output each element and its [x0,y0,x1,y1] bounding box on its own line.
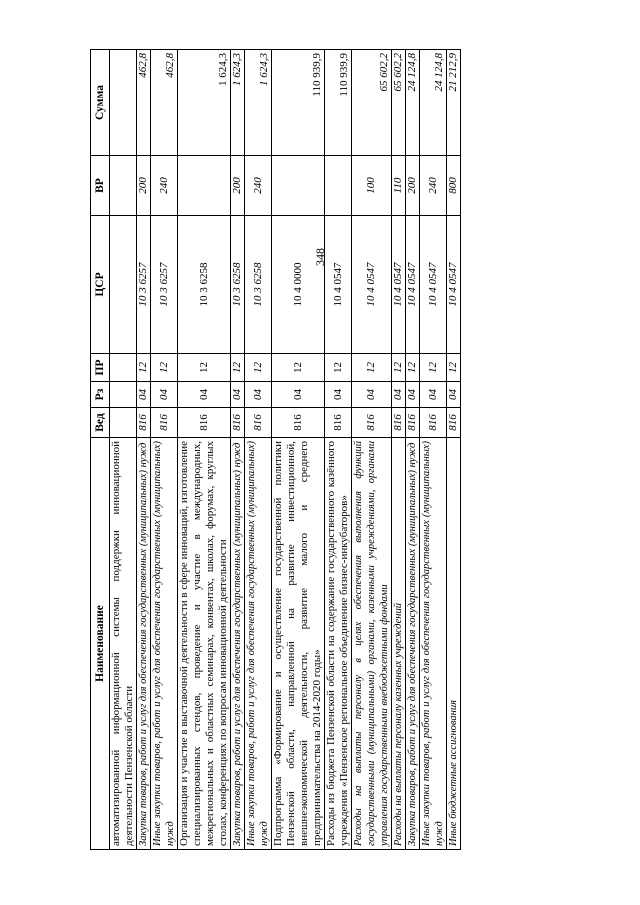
cell-rz: 04 [392,382,406,408]
cell-vr: 200 [231,156,245,216]
cell-rz: 04 [137,382,151,408]
cell-pr: 12 [137,354,151,382]
table-row [178,50,231,850]
cell-rz: 04 [231,382,245,408]
cell-rz [110,382,137,408]
cell-sum: 1 624,3 [178,50,231,156]
table-row [392,50,406,850]
cell-sum: 21 212,9 [447,50,461,156]
page-number: 348 [313,248,327,266]
cell-name: Расходы на выплаты персоналу в целях обеспечения выполнения функций государственными (муниципальными) органами, казенными учреждениями, органами управления государственными внебюджетными фондами [352,438,392,850]
table-row [406,50,420,850]
cell-pr: 12 [447,354,461,382]
cell-pr: 12 [392,354,406,382]
cell-pr: 12 [245,354,272,382]
cell-name: Иные закупки товаров, работ и услуг для обеспечения государственных (муниципальных) нужд [245,438,272,850]
cell-sum: 462,8 [137,50,151,156]
table-row [151,50,178,850]
cell-rz: 04 [325,382,352,408]
cell-rz: 04 [447,382,461,408]
cell-ved: 816 [272,408,325,438]
cell-rz: 04 [272,382,325,408]
table-header-row [91,50,110,850]
cell-csr: 10 4 0547 [447,216,461,354]
header-vr: ВР [91,156,110,216]
cell-csr [110,216,137,354]
cell-ved [110,408,137,438]
cell-name: автоматизированной информационной системы поддержки инновационной деятельности Пензенской области [110,438,137,850]
cell-csr: 10 3 6258 [178,216,231,354]
cell-csr: 10 4 0000 [272,216,325,354]
header-sum: Сумма [91,50,110,156]
cell-name: Иные закупки товаров, работ и услуг для обеспечения государственных (муниципальных) нужд [151,438,178,850]
table-row [325,50,352,850]
cell-pr: 12 [406,354,420,382]
cell-sum: 1 624,3 [245,50,272,156]
cell-vr [272,156,325,216]
header-csr: ЦСР [91,216,110,354]
table-row [245,50,272,850]
table-row [352,50,392,850]
cell-ved: 816 [137,408,151,438]
cell-pr [110,354,137,382]
cell-vr: 240 [420,156,447,216]
cell-rz: 04 [178,382,231,408]
table-row [272,50,325,850]
cell-name: Иные бюджетные ассигнования [447,438,461,850]
cell-sum: 110 939,9 [272,50,325,156]
cell-ved: 816 [178,408,231,438]
cell-csr: 10 3 6257 [151,216,178,354]
header-name: Наименование [91,438,110,850]
cell-sum: 65 602,2 [392,50,406,156]
cell-vr: 800 [447,156,461,216]
cell-name: Расходы из бюджета Пензенской области на содержание государственного казённого учреждения «Пензенское региональное объединение бизнес-инкубаторов» [325,438,352,850]
cell-csr: 10 4 0547 [420,216,447,354]
cell-ved: 816 [151,408,178,438]
cell-csr: 10 3 6258 [231,216,245,354]
cell-name: Организация и участие в выставочной деятельности в сфере инноваций, изготовление специализированных стендов, проведение и участие в международных, межрегиональных и областных семинарах, конвентах, школах, форумах, круглых столах, конференциях по вопросам инновационной деятельности [178,438,231,850]
cell-ved: 816 [392,408,406,438]
cell-csr: 10 4 0547 [392,216,406,354]
cell-pr: 12 [420,354,447,382]
header-rz: Рз [91,382,110,408]
cell-ved: 816 [447,408,461,438]
cell-rz: 04 [352,382,392,408]
cell-ved: 816 [352,408,392,438]
header-pr: ПР [91,354,110,382]
cell-ved: 816 [406,408,420,438]
cell-vr: 200 [406,156,420,216]
cell-vr: 100 [352,156,392,216]
cell-ved: 816 [325,408,352,438]
cell-csr: 10 4 0547 [352,216,392,354]
table-body [110,50,461,850]
cell-pr: 12 [178,354,231,382]
budget-table [90,49,461,850]
cell-name: Подпрограмма «Формирование и осуществление государственной политики Пензенской области, направленной на развитие инвестиционной, внешнеэкономической деятельности, развитие малого и среднего предпринимательства на 2014-2020 годы» [272,438,325,850]
cell-name: Иные закупки товаров, работ и услуг для обеспечения государственных (муниципальных) нужд [420,438,447,850]
cell-ved: 816 [420,408,447,438]
budget-table-container [90,50,590,850]
cell-vr: 200 [137,156,151,216]
cell-sum [110,50,137,156]
table-row [447,50,461,850]
cell-name: Расходы на выплаты персоналу казенных учреждений [392,438,406,850]
cell-pr: 12 [325,354,352,382]
cell-name: Закупка товаров, работ и услуг для обеспечения государственных (муниципальных) нужд [137,438,151,850]
cell-pr: 12 [231,354,245,382]
cell-sum: 1 624,3 [231,50,245,156]
cell-sum: 65 602,2 [352,50,392,156]
cell-csr: 10 4 0547 [325,216,352,354]
cell-sum: 24 124,8 [406,50,420,156]
table-row [420,50,447,850]
cell-csr: 10 3 6257 [137,216,151,354]
cell-rz: 04 [420,382,447,408]
cell-csr: 10 3 6258 [245,216,272,354]
cell-rz: 04 [406,382,420,408]
cell-vr [178,156,231,216]
table-row [231,50,245,850]
cell-pr: 12 [352,354,392,382]
cell-sum: 110 939,9 [325,50,352,156]
cell-pr: 12 [151,354,178,382]
cell-ved: 816 [231,408,245,438]
cell-rz: 04 [245,382,272,408]
header-ved: Вед [91,408,110,438]
cell-vr: 240 [151,156,178,216]
cell-name: Закупка товаров, работ и услуг для обеспечения государственных (муниципальных) нужд [406,438,420,850]
cell-vr: 240 [245,156,272,216]
cell-vr: 110 [392,156,406,216]
cell-csr: 10 4 0547 [406,216,420,354]
cell-name: Закупка товаров, работ и услуг для обеспечения государственных (муниципальных) нужд [231,438,245,850]
cell-rz: 04 [151,382,178,408]
cell-pr: 12 [272,354,325,382]
table-row [137,50,151,850]
table-row [110,50,137,850]
cell-sum: 462,8 [151,50,178,156]
cell-sum: 24 124,8 [420,50,447,156]
cell-vr [110,156,137,216]
cell-ved: 816 [245,408,272,438]
cell-vr [325,156,352,216]
